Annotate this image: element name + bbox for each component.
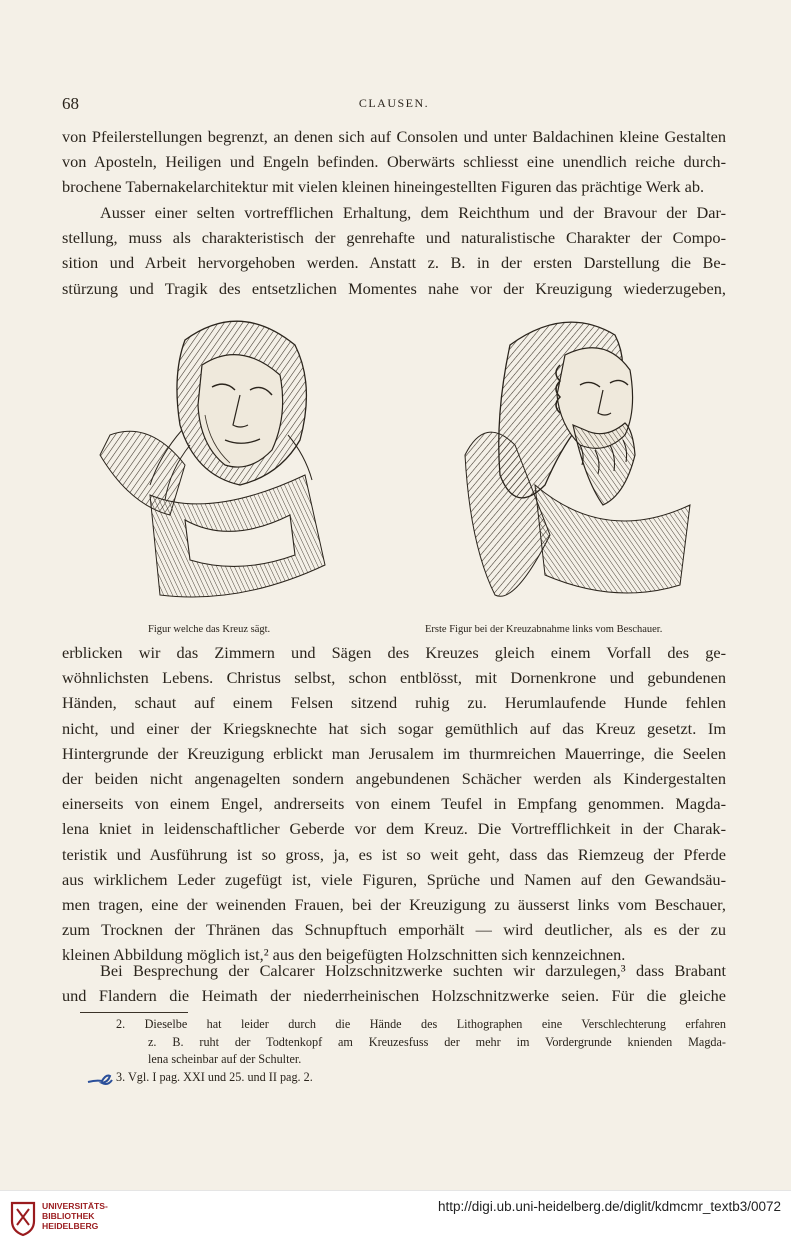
woodcut-head-right: [455, 305, 700, 620]
library-name[interactable]: [42, 1201, 108, 1231]
figure-caption-right: Erste Figur bei der Kreuzabnahme links vom Beschauer.: [425, 624, 663, 635]
running-head: CLAUSEN.: [358, 96, 430, 110]
figure-deposition: [455, 305, 700, 620]
text-line: men tragen, eine der weinenden Frauen, bei der Kreuzigung zu äusserst links vom Beschauer,: [62, 894, 726, 914]
text-line: einerseits von einem Engel, andrerseits von einem Teufel in Empfang genommen. Magda-: [62, 794, 726, 814]
text-line: wöhnlichsten Lebens. Christus selbst, schon entblösst, mit Dornenkrone und gebundenen: [62, 668, 726, 688]
library-name-line: HEIDELBERG: [42, 1221, 99, 1231]
text-line: kleinen Abbildung möglich ist,² aus den beigefügten Holzschnitten sich kennzeichnen.: [62, 945, 626, 965]
library-name-line: UNIVERSITÄTS-: [42, 1201, 108, 1211]
text-line: und Flandern die Heimath der niederrheinischen Holzschnitzwerke seien. Für die gleiche: [62, 986, 726, 1006]
text-line: brochene Tabernakelarchitektur mit vielen kleinen hineingestellten Figuren das prächtige Werk ab.: [62, 177, 705, 197]
text-line: aus wirklichem Leder zugefügt ist, viele Figuren, Sprüche und Namen auf den Gewandsäu-: [62, 869, 726, 889]
library-logo-icon[interactable]: [8, 1199, 38, 1237]
paragraph-1: [62, 124, 726, 200]
figure-caption-left: Figur welche das Kreuz sägt.: [148, 624, 271, 635]
footnote-line: 3. Vgl. I pag. XXI und 25. und II pag. 2.: [116, 1069, 313, 1084]
text-line: sition und Arbeit hervorgehoben werden. Anstatt z. B. in der ersten Darstellung die Be-: [62, 253, 726, 273]
text-line: lena kniet in leidenschaftlicher Geberde vor dem Kreuz. Die Vortrefflichkeit in der Charak-: [62, 819, 726, 839]
text-line: von Aposteln, Heiligen und Engeln befinden. Oberwärts schliesst eine unendlich reiche durch-: [62, 152, 726, 172]
text-line: Bei Besprechung der Calcarer Holzschnitzwerke suchten wir darzulegen,³ dass Brabant: [100, 961, 726, 980]
text-line: stellung, muss als charakteristisch der genrehafte und naturalistische Charakter der Compo-: [62, 228, 726, 248]
text-line: stürzung und Tragik des entsetzlichen Momentes nahe vor der Kreuzigung wiederzugeben,: [62, 278, 726, 298]
library-name-line: BIBLIOTHEK: [42, 1211, 95, 1221]
text-line: nicht, und einer der Kriegsknechte hat sich sogar gemüthlich auf das Kreuz gesetzt. Im: [62, 718, 726, 738]
footer-bar: [0, 1190, 791, 1245]
text-line: von Pfeilerstellungen begrenzt, an denen sich auf Consolen und unter Baldachinen kleine Gestalten: [62, 127, 726, 146]
text-line: teristik und Ausführung ist so gross, ja, es ist so weit geht, dass das Riemzeug der Pferde: [62, 844, 726, 864]
paragraph-4: [62, 958, 726, 1008]
footnote-line: z. B. ruht der Todtenkopf am Kreuzesfuss der mehr im Vordergrunde knienden Magda-: [148, 1034, 726, 1049]
footnote-line: lena scheinbar auf der Schulter.: [148, 1052, 302, 1066]
permalink-url[interactable]: http://digi.ub.uni-heidelberg.de/diglit/kdmcmr_textb3/0072: [438, 1199, 781, 1214]
text-line: der beiden nicht angenagelten sondern angebundenen Schächer werden als Kindergestalten: [62, 768, 726, 788]
text-line: Ausser einer selten vortrefflichen Erhaltung, dem Reichthum und der Bravour der Dar-: [100, 203, 726, 222]
paragraph-3: [62, 640, 726, 967]
paragraph-2: [62, 200, 726, 301]
text-line: Händen, schaut auf einem Felsen sitzend ruhig zu. Herumlaufende Hunde fehlen: [62, 693, 726, 713]
text-line: erblicken wir das Zimmern und Sägen des Kreuzes gleich einem Vorfall des ge-: [62, 643, 726, 662]
figure-sawing: [90, 305, 340, 620]
page-number: 68: [62, 94, 79, 113]
text-line: zum Trocknen der Thränen das Schnupftuch emporhält — wird deutlicher, als es der zu: [62, 920, 726, 940]
footnote-line: 2. Dieselbe hat leider durch die Hände des Lithographen eine Verschlechterung erfahren: [116, 1017, 726, 1031]
footnote-rule: [80, 1012, 188, 1013]
ink-mark-icon: [86, 1068, 116, 1088]
page-header: [62, 94, 726, 116]
text-line: Hintergrunde der Kreuzigung erblickt man Jerusalem im thurmreichen Mauerringe, die Seelen: [62, 743, 726, 763]
woodcut-head-left: [90, 305, 340, 620]
footnotes: [116, 1016, 726, 1086]
